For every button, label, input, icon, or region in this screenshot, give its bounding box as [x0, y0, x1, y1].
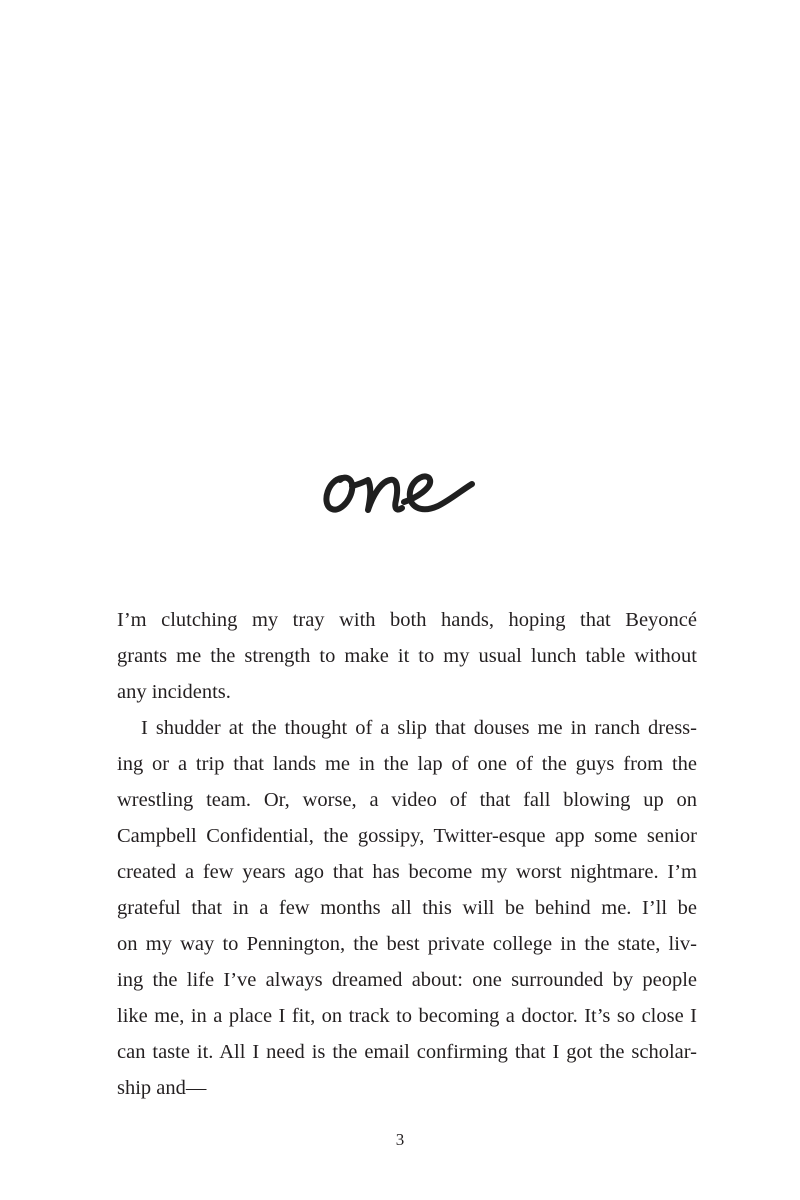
- text-line: Campbell Confidential, the gossipy, Twitter-esque app some senior: [117, 825, 697, 847]
- text-line: grateful that in a few months all this will be behind me. I’ll be: [117, 897, 697, 919]
- text-line: created a few years ago that has become my worst nightmare. I’m: [117, 861, 697, 883]
- text-line: wrestling team. Or, worse, a video of that fall blowing up on: [117, 789, 697, 811]
- paragraph: [117, 710, 697, 1106]
- paragraph: [117, 602, 697, 710]
- text-line: can taste it. All I need is the email confirming that I got the scholar-: [117, 1041, 697, 1063]
- chapter-heading-script: [320, 440, 480, 530]
- text-line: like me, in a place I fit, on track to becoming a doctor. It’s so close I: [117, 1005, 697, 1027]
- text-line: grants me the strength to make it to my usual lunch table without: [117, 645, 697, 667]
- page-number: 3: [395, 1130, 405, 1149]
- text-line: ing the life I’ve always dreamed about: one surrounded by people: [117, 969, 697, 991]
- chapter-heading: [0, 440, 800, 535]
- text-line: ing or a trip that lands me in the lap of one of the guys from the: [117, 753, 697, 775]
- text-line: I shudder at the thought of a slip that douses me in ranch dress-: [141, 717, 697, 739]
- text-line: on my way to Pennington, the best private college in the state, liv-: [117, 933, 697, 955]
- body-text: [117, 602, 697, 1106]
- text-line: ship and—: [117, 1077, 207, 1099]
- text-line: any incidents.: [117, 681, 231, 703]
- text-line: I’m clutching my tray with both hands, hoping that Beyoncé: [117, 609, 697, 631]
